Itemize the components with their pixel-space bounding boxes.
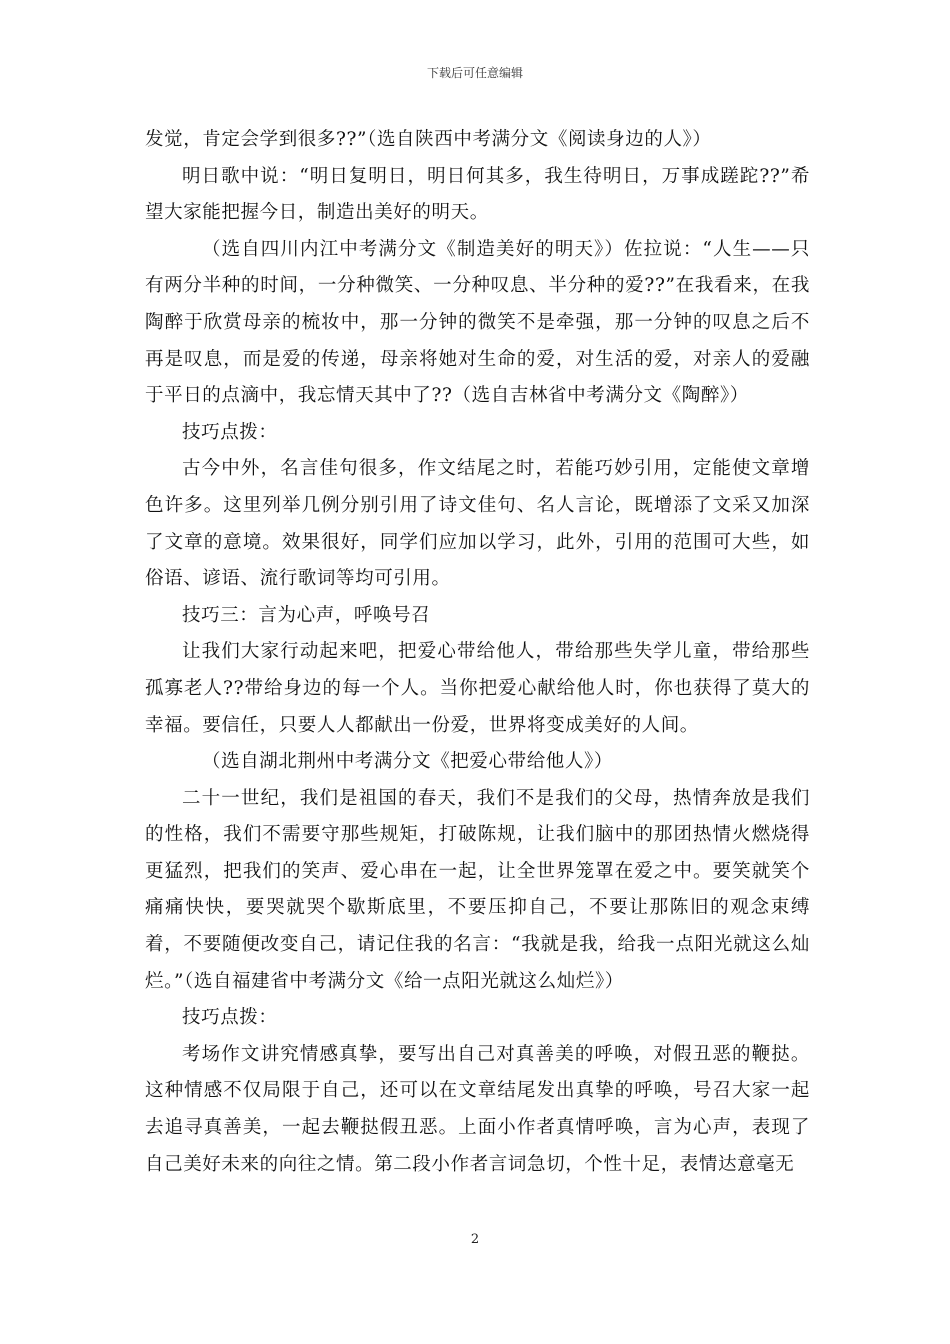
heading-technique-3: 技巧三：言为心声，呼唤号召 xyxy=(182,604,431,626)
page-number: 2 xyxy=(470,1232,480,1247)
paragraph-21st-century: 二十一世纪，我们是祖国的春天，我们不是我们的父母，热情奔放是我们的性格，我们不需要守那些规矩，打破陈规，让我们脑中的那团热情火燃烧得更猛烈，把我们的笑声、爱心串在一起，让全世界笼罩在爱之中。要笑就笑个痛痛快快，要哭就哭个歇斯底里，不要压抑自己，不要让那陈旧的观念束缚着，不要随便改变自己，请记住我的名言：“我就是我，给我一点阳光就这么灿烂。”（选自福建省中考满分文《给一点阳光就这么灿烂》） xyxy=(145,787,810,992)
body-text xyxy=(145,122,810,1183)
paragraph-mingri-song: 明日歌中说：“明日复明日，明日何其多，我生待明日，万事成蹉跎??”希望大家能把握今日，制造出美好的明天。 xyxy=(145,165,810,224)
page-header: 下载后可任意编辑 xyxy=(426,66,523,80)
paragraph-zola-quote: （选自四川内江中考满分文《制造美好的明天》）佐拉说：“人生——只有两分半种的时间，一分种微笑、一分种叹息、半分种的爱??”在我看来，在我陶醉于欣赏母亲的梳妆中，那一分钟的微笑不是牵强，那一分钟的叹息之后不再是叹息，而是爱的传递，母亲将她对生命的爱，对生活的爱，对亲人的爱融于平日的点滴中，我忘情天其中了??（选自吉林省中考满分文《陶醉》） xyxy=(145,238,810,407)
paragraph-source-hubei: （选自湖北荆州中考满分文《把爱心带给他人》） xyxy=(202,751,613,773)
paragraph-tip-emotion: 考场作文讲究情感真挚，要写出自己对真善美的呼唤，对假丑恶的鞭挞。这种情感不仅局限于自己，还可以在文章结尾发出真挚的呼唤，号召大家一起去追寻真善美，一起去鞭挞假丑恶。上面小作者真情呼唤，言为心声，表现了自己美好未来的向往之情。第二段小作者言词急切，个性十足，表情达意毫无 xyxy=(145,1043,810,1175)
paragraph-love-example: 让我们大家行动起来吧，把爱心带给他人，带给那些失学儿童，带给那些孤寡老人??带给身边的每一个人。当你把爱心献给他人时，你也获得了莫大的幸福。要信任，只要人人都献出一份爱，世界将变成美好的人间。 xyxy=(145,641,810,736)
heading-tip-1: 技巧点拨： xyxy=(182,421,278,443)
paragraph-quote-source-shaanxi: 发觉，肯定会学到很多??”（选自陕西中考满分文《阅读身边的人》） xyxy=(145,129,712,150)
paragraph-tip-quotes: 古今中外，名言佳句很多，作文结尾之时，若能巧妙引用，定能使文章增色许多。这里列举几例分别引用了诗文佳句、名人言论，既增添了文采又加深了文章的意境。效果很好，同学们应加以学习，此外，引用的范围可大些，如俗语、谚语、流行歌词等均可引用。 xyxy=(145,458,810,590)
heading-tip-2: 技巧点拨： xyxy=(182,1007,278,1029)
